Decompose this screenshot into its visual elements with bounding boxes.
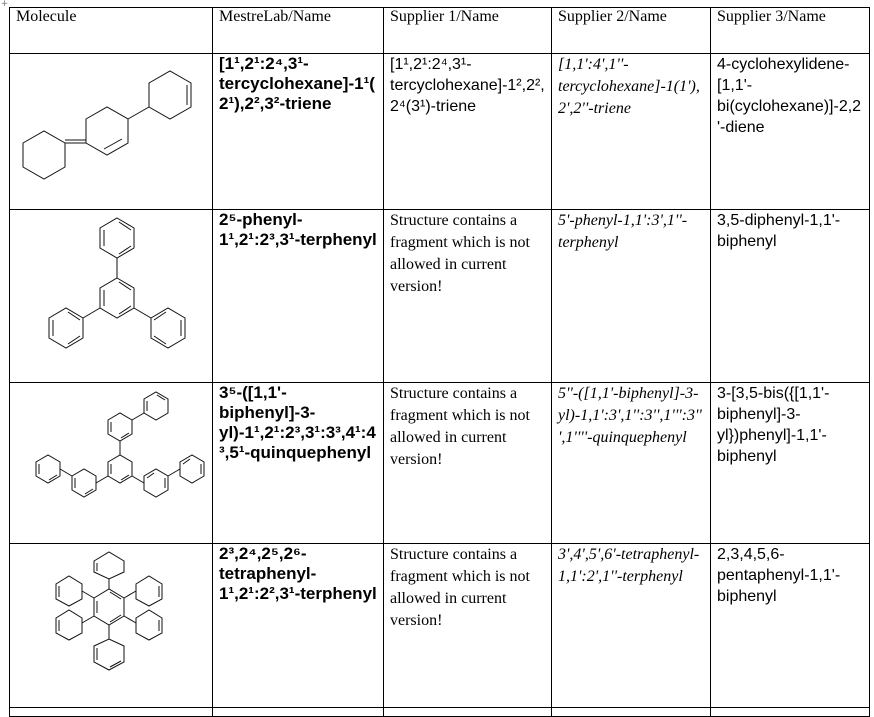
naming-comparison-table [9,7,870,717]
supplier-2-name: 5''-([1,1'-biphenyl]-3-yl)-1,1':3',1'':3'',1''':3''',1''''-quinquephenyl [552,383,711,544]
supplier-3-name: 4-cyclohexylidene-[1,1'-bi(cyclohexane)]-2,2'-diene [711,54,870,210]
table-row [10,544,870,708]
table-row [10,54,870,210]
hexaphenylbenzene-structure-drawing [16,544,213,707]
structure-quinquephenyl [10,383,213,544]
header-supplier-3: Supplier 3/Name [711,8,870,54]
supplier-1-name: Structure contains a fragment which is not allowed in current version! [384,383,552,544]
supplier-2-name: 3',4',5',6'-tetraphenyl-1,1':2',1''-terphenyl [552,544,711,708]
table-row [10,210,870,383]
empty-cell [10,708,213,717]
supplier-3-name: 3,5-diphenyl-1,1'-biphenyl [711,210,870,383]
mestrelab-name: [1¹,2¹:2⁴,3¹-tercyclohexane]-1¹(2¹),2²,3²-triene [213,54,384,210]
tercyclohexane-structure-drawing [16,54,213,209]
structure-hexaphenylbenzene [10,544,213,708]
mestrelab-name: 3⁵-([1,1'-biphenyl]-3-yl)-1¹,2¹:2³,3¹:3³,4¹:4³,5¹-quinquephenyl [213,383,384,544]
empty-cell [213,708,384,717]
table-row [10,708,870,717]
supplier-1-name[interactable]: Structure contains a fragment which is not allowed in current version! [384,544,552,708]
mestrelab-name: 2³,2⁴,2⁵,2⁶-tetraphenyl-1¹,2¹:2²,3¹-terphenyl [213,544,384,708]
header-molecule: Molecule [10,8,213,54]
empty-cell [711,708,870,717]
empty-cell [552,708,711,717]
quinquephenyl-structure-drawing [16,383,213,543]
supplier-1-name: Structure contains a fragment which is not allowed in current version! [384,210,552,383]
supplier-2-name: [1,1':4',1''-tercyclohexane]-1(1'),2',2''-triene [552,54,711,210]
supplier-3-name: 3-[3,5-bis({[1,1'-biphenyl]-3-yl})phenyl]-1,1'-biphenyl [711,383,870,544]
header-row [10,8,870,54]
table-move-handle[interactable]: + [0,0,9,9]
header-mestrelab: MestreLab/Name [213,8,384,54]
supplier-1-name: [1¹,2¹:2⁴,3¹-tercyclohexane]-1²,2²,2⁴(3¹)-triene [384,54,552,210]
table-row [10,383,870,544]
supplier-3-name: 2,3,4,5,6-pentaphenyl-1,1'-biphenyl [711,544,870,708]
mestrelab-name: 2⁵-phenyl-1¹,2¹:2³,3¹-terphenyl [213,210,384,383]
triphenylbenzene-structure-drawing [16,210,213,382]
structure-tercyclohexane [10,54,213,210]
header-supplier-2: Supplier 2/Name [552,8,711,54]
header-supplier-1: Supplier 1/Name [384,8,552,54]
supplier-2-name: 5'-phenyl-1,1':3',1''-terphenyl [552,210,711,383]
empty-cell [384,708,552,717]
structure-triphenylbenzene [10,210,213,383]
